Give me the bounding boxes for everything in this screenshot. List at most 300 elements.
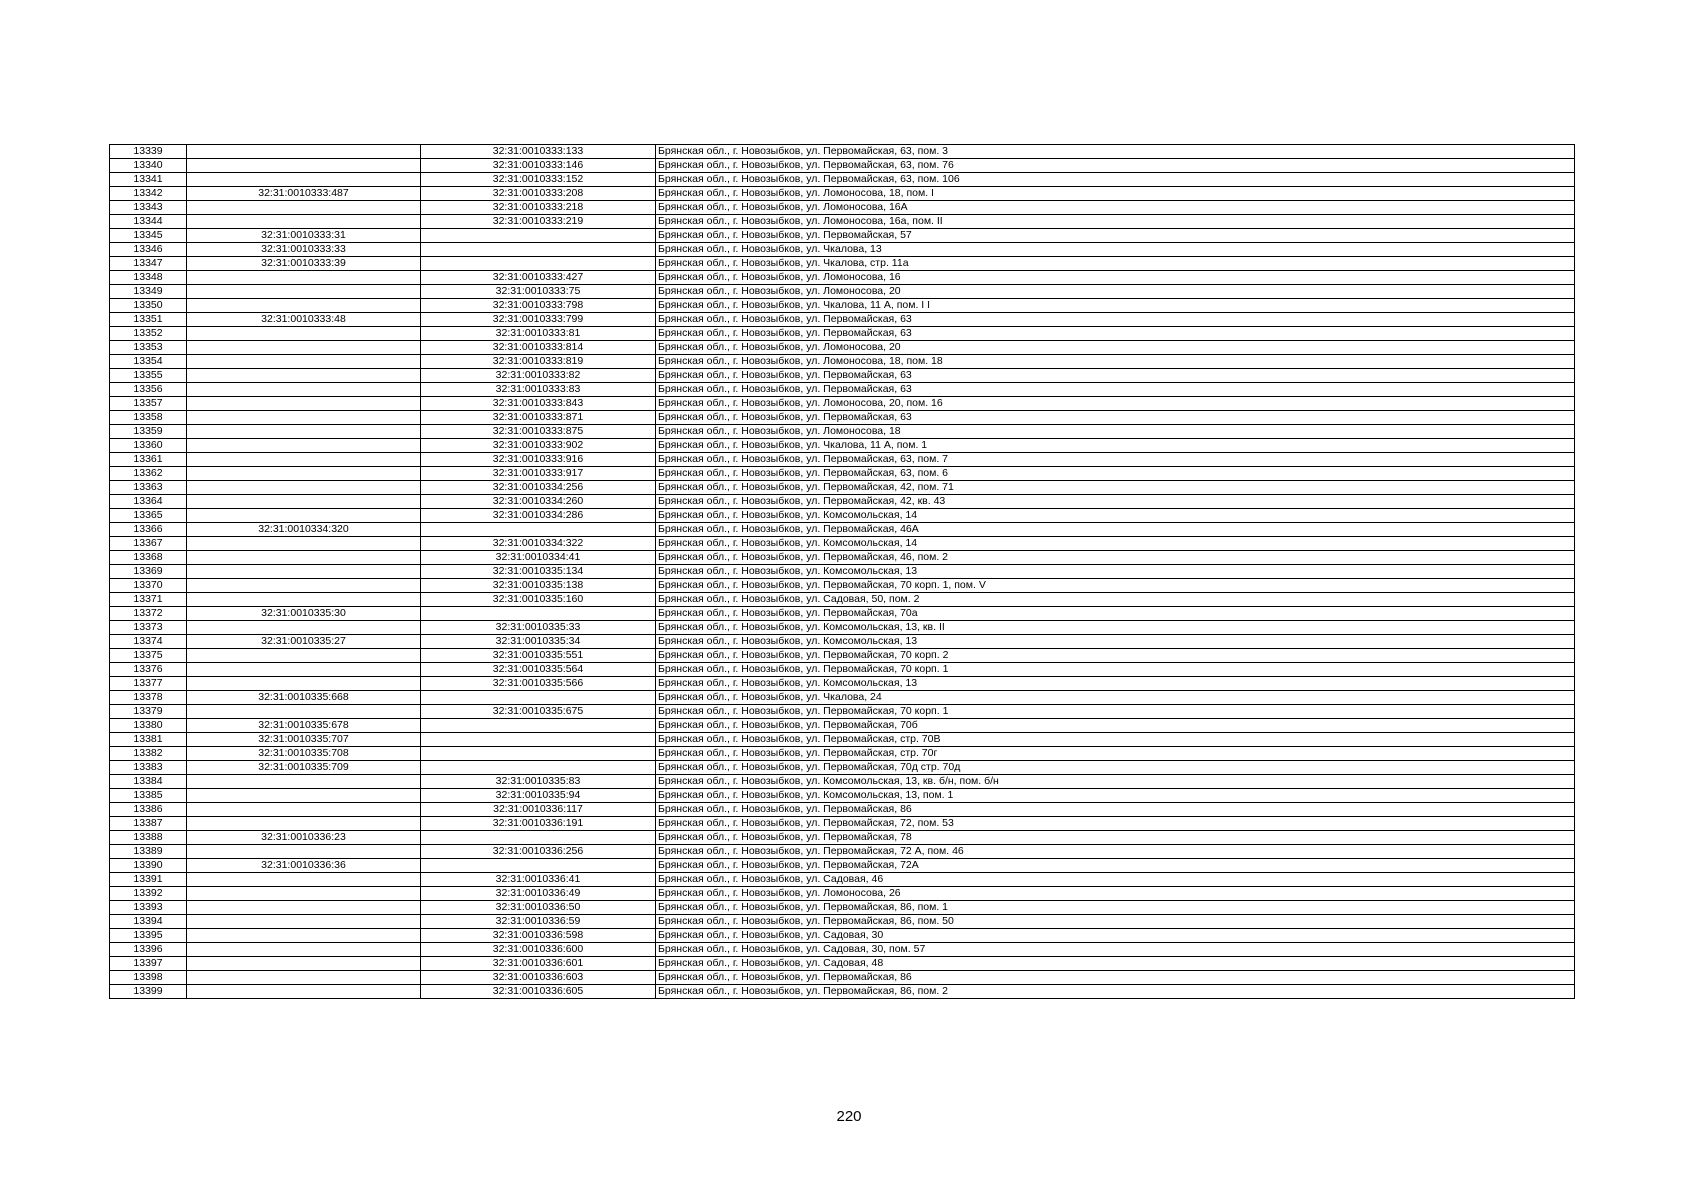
cadastral-parent-cell bbox=[187, 565, 421, 579]
cadastral-parent-cell bbox=[187, 649, 421, 663]
cadastral-parent-cell bbox=[187, 481, 421, 495]
cadastral-number-cell: 32:31:0010335:138 bbox=[421, 579, 656, 593]
cadastral-parent-cell: 32:31:0010335:709 bbox=[187, 761, 421, 775]
cadastral-parent-cell bbox=[187, 299, 421, 313]
address-cell: Брянская обл., г. Новозыбков, ул. Комсомольская, 13, кв. б/н, пом. б/н bbox=[656, 775, 1575, 789]
cadastral-number-cell bbox=[421, 257, 656, 271]
cadastral-parent-cell bbox=[187, 537, 421, 551]
cadastral-number-cell: 32:31:0010333:81 bbox=[421, 327, 656, 341]
cadastral-parent-cell bbox=[187, 271, 421, 285]
address-cell: Брянская обл., г. Новозыбков, ул. Первомайская, 86 bbox=[656, 803, 1575, 817]
cadastral-number-cell bbox=[421, 607, 656, 621]
table-row bbox=[110, 775, 1575, 789]
table-row bbox=[110, 831, 1575, 845]
address-cell: Брянская обл., г. Новозыбков, ул. Первомайская, 63, пом. 3 bbox=[656, 145, 1575, 159]
row-number-cell: 13376 bbox=[110, 663, 187, 677]
cadastral-parent-cell bbox=[187, 943, 421, 957]
cadastral-number-cell: 32:31:0010335:160 bbox=[421, 593, 656, 607]
table-row bbox=[110, 285, 1575, 299]
table-row bbox=[110, 593, 1575, 607]
cadastral-number-cell: 32:31:0010336:50 bbox=[421, 901, 656, 915]
cadastral-number-cell: 32:31:0010333:917 bbox=[421, 467, 656, 481]
row-number-cell: 13349 bbox=[110, 285, 187, 299]
address-cell: Брянская обл., г. Новозыбков, ул. Садовая, 30, пом. 57 bbox=[656, 943, 1575, 957]
row-number-cell: 13368 bbox=[110, 551, 187, 565]
row-number-cell: 13358 bbox=[110, 411, 187, 425]
row-number-cell: 13387 bbox=[110, 817, 187, 831]
cadastral-number-cell: 32:31:0010336:601 bbox=[421, 957, 656, 971]
row-number-cell: 13379 bbox=[110, 705, 187, 719]
cadastral-number-cell: 32:31:0010335:33 bbox=[421, 621, 656, 635]
cadastral-number-cell: 32:31:0010334:41 bbox=[421, 551, 656, 565]
table-row bbox=[110, 215, 1575, 229]
table-row bbox=[110, 467, 1575, 481]
row-number-cell: 13354 bbox=[110, 355, 187, 369]
table-row bbox=[110, 705, 1575, 719]
cadastral-number-cell: 32:31:0010336:191 bbox=[421, 817, 656, 831]
table-row bbox=[110, 565, 1575, 579]
row-number-cell: 13398 bbox=[110, 971, 187, 985]
cadastral-number-cell: 32:31:0010333:843 bbox=[421, 397, 656, 411]
address-cell: Брянская обл., г. Новозыбков, ул. Садовая, 30 bbox=[656, 929, 1575, 943]
cadastral-parent-cell bbox=[187, 663, 421, 677]
cadastral-parent-cell: 32:31:0010335:668 bbox=[187, 691, 421, 705]
row-number-cell: 13343 bbox=[110, 201, 187, 215]
table-row bbox=[110, 817, 1575, 831]
table-row bbox=[110, 607, 1575, 621]
cadastral-number-cell: 32:31:0010333:146 bbox=[421, 159, 656, 173]
row-number-cell: 13355 bbox=[110, 369, 187, 383]
row-number-cell: 13356 bbox=[110, 383, 187, 397]
row-number-cell: 13347 bbox=[110, 257, 187, 271]
address-cell: Брянская обл., г. Новозыбков, ул. Первомайская, 57 bbox=[656, 229, 1575, 243]
address-cell: Брянская обл., г. Новозыбков, ул. Комсомольская, 13, кв. II bbox=[656, 621, 1575, 635]
cadastral-number-cell: 32:31:0010335:83 bbox=[421, 775, 656, 789]
cadastral-parent-cell bbox=[187, 901, 421, 915]
address-cell: Брянская обл., г. Новозыбков, ул. Садовая, 48 bbox=[656, 957, 1575, 971]
cadastral-parent-cell: 32:31:0010333:39 bbox=[187, 257, 421, 271]
address-cell: Брянская обл., г. Новозыбков, ул. Первомайская, стр. 70г bbox=[656, 747, 1575, 761]
table-row bbox=[110, 803, 1575, 817]
row-number-cell: 13385 bbox=[110, 789, 187, 803]
cadastral-parent-cell bbox=[187, 803, 421, 817]
cadastral-number-cell: 32:31:0010336:59 bbox=[421, 915, 656, 929]
table-row bbox=[110, 719, 1575, 733]
address-cell: Брянская обл., г. Новозыбков, ул. Первомайская, 63 bbox=[656, 327, 1575, 341]
row-number-cell: 13359 bbox=[110, 425, 187, 439]
address-cell: Брянская обл., г. Новозыбков, ул. Комсомольская, 14 bbox=[656, 537, 1575, 551]
cadastral-parent-cell: 32:31:0010336:36 bbox=[187, 859, 421, 873]
table-row bbox=[110, 635, 1575, 649]
address-cell: Брянская обл., г. Новозыбков, ул. Первомайская, 86, пом. 2 bbox=[656, 985, 1575, 999]
table-row bbox=[110, 313, 1575, 327]
cadastral-number-cell: 32:31:0010333:218 bbox=[421, 201, 656, 215]
cadastral-parent-cell: 32:31:0010333:31 bbox=[187, 229, 421, 243]
cadastral-number-cell: 32:31:0010335:94 bbox=[421, 789, 656, 803]
cadastral-parent-cell bbox=[187, 775, 421, 789]
address-cell: Брянская обл., г. Новозыбков, ул. Первомайская, 70 корп. 2 bbox=[656, 649, 1575, 663]
cadastral-number-cell: 32:31:0010333:152 bbox=[421, 173, 656, 187]
address-cell: Брянская обл., г. Новозыбков, ул. Первомайская, 63, пом. 7 bbox=[656, 453, 1575, 467]
row-number-cell: 13399 bbox=[110, 985, 187, 999]
address-cell: Брянская обл., г. Новозыбков, ул. Ломоносова, 20 bbox=[656, 341, 1575, 355]
address-cell: Брянская обл., г. Новозыбков, ул. Первомайская, 86, пом. 50 bbox=[656, 915, 1575, 929]
cadastral-number-cell: 32:31:0010333:871 bbox=[421, 411, 656, 425]
address-cell: Брянская обл., г. Новозыбков, ул. Первомайская, 86, пом. 1 bbox=[656, 901, 1575, 915]
table-row bbox=[110, 929, 1575, 943]
registry-table-body bbox=[110, 145, 1575, 999]
address-cell: Брянская обл., г. Новозыбков, ул. Садовая, 46 bbox=[656, 873, 1575, 887]
row-number-cell: 13365 bbox=[110, 509, 187, 523]
row-number-cell: 13373 bbox=[110, 621, 187, 635]
cadastral-number-cell bbox=[421, 831, 656, 845]
table-row bbox=[110, 985, 1575, 999]
cadastral-parent-cell bbox=[187, 705, 421, 719]
cadastral-number-cell bbox=[421, 691, 656, 705]
table-row bbox=[110, 145, 1575, 159]
cadastral-number-cell: 32:31:0010333:75 bbox=[421, 285, 656, 299]
table-row bbox=[110, 397, 1575, 411]
cadastral-parent-cell: 32:31:0010335:708 bbox=[187, 747, 421, 761]
cadastral-number-cell: 32:31:0010336:41 bbox=[421, 873, 656, 887]
cadastral-number-cell: 32:31:0010335:551 bbox=[421, 649, 656, 663]
cadastral-number-cell: 32:31:0010333:814 bbox=[421, 341, 656, 355]
table-row bbox=[110, 747, 1575, 761]
registry-table bbox=[109, 144, 1575, 999]
table-row bbox=[110, 495, 1575, 509]
cadastral-parent-cell: 32:31:0010333:33 bbox=[187, 243, 421, 257]
address-cell: Брянская обл., г. Новозыбков, ул. Ломоносова, 16А bbox=[656, 201, 1575, 215]
cadastral-number-cell: 32:31:0010333:208 bbox=[421, 187, 656, 201]
address-cell: Брянская обл., г. Новозыбков, ул. Комсомольская, 14 bbox=[656, 509, 1575, 523]
address-cell: Брянская обл., г. Новозыбков, ул. Первомайская, 46А bbox=[656, 523, 1575, 537]
cadastral-parent-cell bbox=[187, 159, 421, 173]
cadastral-parent-cell bbox=[187, 453, 421, 467]
row-number-cell: 13353 bbox=[110, 341, 187, 355]
cadastral-parent-cell bbox=[187, 411, 421, 425]
cadastral-number-cell: 32:31:0010333:83 bbox=[421, 383, 656, 397]
address-cell: Брянская обл., г. Новозыбков, ул. Первомайская, 70а bbox=[656, 607, 1575, 621]
row-number-cell: 13341 bbox=[110, 173, 187, 187]
address-cell: Брянская обл., г. Новозыбков, ул. Первомайская, 72А bbox=[656, 859, 1575, 873]
cadastral-parent-cell: 32:31:0010335:27 bbox=[187, 635, 421, 649]
row-number-cell: 13375 bbox=[110, 649, 187, 663]
row-number-cell: 13395 bbox=[110, 929, 187, 943]
cadastral-number-cell bbox=[421, 229, 656, 243]
address-cell: Брянская обл., г. Новозыбков, ул. Чкалова, 11 А, пом. I I bbox=[656, 299, 1575, 313]
cadastral-parent-cell bbox=[187, 929, 421, 943]
table-row bbox=[110, 439, 1575, 453]
address-cell: Брянская обл., г. Новозыбков, ул. Ломоносова, 18, пом. 18 bbox=[656, 355, 1575, 369]
table-row bbox=[110, 845, 1575, 859]
row-number-cell: 13364 bbox=[110, 495, 187, 509]
table-row bbox=[110, 915, 1575, 929]
cadastral-number-cell: 32:31:0010336:256 bbox=[421, 845, 656, 859]
address-cell: Брянская обл., г. Новозыбков, ул. Комсомольская, 13, пом. 1 bbox=[656, 789, 1575, 803]
cadastral-parent-cell: 32:31:0010336:23 bbox=[187, 831, 421, 845]
address-cell: Брянская обл., г. Новозыбков, ул. Первомайская, 63, пом. 106 bbox=[656, 173, 1575, 187]
cadastral-parent-cell bbox=[187, 467, 421, 481]
row-number-cell: 13393 bbox=[110, 901, 187, 915]
table-row bbox=[110, 733, 1575, 747]
address-cell: Брянская обл., г. Новозыбков, ул. Ломоносова, 20 bbox=[656, 285, 1575, 299]
cadastral-number-cell: 32:31:0010335:566 bbox=[421, 677, 656, 691]
address-cell: Брянская обл., г. Новозыбков, ул. Первомайская, 46, пом. 2 bbox=[656, 551, 1575, 565]
cadastral-parent-cell bbox=[187, 495, 421, 509]
cadastral-number-cell: 32:31:0010333:427 bbox=[421, 271, 656, 285]
address-cell: Брянская обл., г. Новозыбков, ул. Первомайская, 70 корп. 1, пом. V bbox=[656, 579, 1575, 593]
row-number-cell: 13372 bbox=[110, 607, 187, 621]
address-cell: Брянская обл., г. Новозыбков, ул. Ломоносова, 20, пом. 16 bbox=[656, 397, 1575, 411]
row-number-cell: 13389 bbox=[110, 845, 187, 859]
cadastral-parent-cell: 32:31:0010333:48 bbox=[187, 313, 421, 327]
table-row bbox=[110, 299, 1575, 313]
cadastral-number-cell: 32:31:0010333:219 bbox=[421, 215, 656, 229]
table-row bbox=[110, 173, 1575, 187]
table-row bbox=[110, 411, 1575, 425]
table-row bbox=[110, 789, 1575, 803]
table-row bbox=[110, 551, 1575, 565]
row-number-cell: 13392 bbox=[110, 887, 187, 901]
table-row bbox=[110, 887, 1575, 901]
cadastral-parent-cell bbox=[187, 971, 421, 985]
cadastral-number-cell bbox=[421, 859, 656, 873]
cadastral-parent-cell bbox=[187, 285, 421, 299]
address-cell: Брянская обл., г. Новозыбков, ул. Ломоносова, 16а, пом. II bbox=[656, 215, 1575, 229]
cadastral-parent-cell bbox=[187, 173, 421, 187]
cadastral-parent-cell bbox=[187, 425, 421, 439]
cadastral-number-cell: 32:31:0010336:49 bbox=[421, 887, 656, 901]
row-number-cell: 13390 bbox=[110, 859, 187, 873]
row-number-cell: 13363 bbox=[110, 481, 187, 495]
cadastral-parent-cell: 32:31:0010335:678 bbox=[187, 719, 421, 733]
address-cell: Брянская обл., г. Новозыбков, ул. Первомайская, 63, пом. 6 bbox=[656, 467, 1575, 481]
cadastral-parent-cell bbox=[187, 887, 421, 901]
table-row bbox=[110, 201, 1575, 215]
address-cell: Брянская обл., г. Новозыбков, ул. Первомайская, 70д стр. 70д bbox=[656, 761, 1575, 775]
row-number-cell: 13350 bbox=[110, 299, 187, 313]
address-cell: Брянская обл., г. Новозыбков, ул. Ломоносова, 16 bbox=[656, 271, 1575, 285]
address-cell: Брянская обл., г. Новозыбков, ул. Первомайская, 70 корп. 1 bbox=[656, 705, 1575, 719]
row-number-cell: 13360 bbox=[110, 439, 187, 453]
cadastral-parent-cell bbox=[187, 397, 421, 411]
table-row bbox=[110, 355, 1575, 369]
cadastral-parent-cell bbox=[187, 985, 421, 999]
cadastral-number-cell: 32:31:0010335:675 bbox=[421, 705, 656, 719]
address-cell: Брянская обл., г. Новозыбков, ул. Первомайская, 63, пом. 76 bbox=[656, 159, 1575, 173]
cadastral-number-cell: 32:31:0010333:798 bbox=[421, 299, 656, 313]
address-cell: Брянская обл., г. Новозыбков, ул. Садовая, 50, пом. 2 bbox=[656, 593, 1575, 607]
cadastral-number-cell bbox=[421, 523, 656, 537]
table-row bbox=[110, 257, 1575, 271]
cadastral-number-cell: 32:31:0010333:902 bbox=[421, 439, 656, 453]
row-number-cell: 13371 bbox=[110, 593, 187, 607]
address-cell: Брянская обл., г. Новозыбков, ул. Комсомольская, 13 bbox=[656, 635, 1575, 649]
cadastral-parent-cell bbox=[187, 915, 421, 929]
table-row bbox=[110, 621, 1575, 635]
table-row bbox=[110, 159, 1575, 173]
address-cell: Брянская обл., г. Новозыбков, ул. Первомайская, 63 bbox=[656, 369, 1575, 383]
address-cell: Брянская обл., г. Новозыбков, ул. Ломоносова, 18, пом. I bbox=[656, 187, 1575, 201]
cadastral-parent-cell bbox=[187, 551, 421, 565]
cadastral-number-cell: 32:31:0010336:117 bbox=[421, 803, 656, 817]
row-number-cell: 13374 bbox=[110, 635, 187, 649]
row-number-cell: 13378 bbox=[110, 691, 187, 705]
address-cell: Брянская обл., г. Новозыбков, ул. Чкалова, 13 bbox=[656, 243, 1575, 257]
cadastral-parent-cell bbox=[187, 439, 421, 453]
cadastral-parent-cell bbox=[187, 369, 421, 383]
cadastral-number-cell bbox=[421, 243, 656, 257]
table-row bbox=[110, 537, 1575, 551]
cadastral-parent-cell bbox=[187, 621, 421, 635]
cadastral-parent-cell bbox=[187, 327, 421, 341]
cadastral-parent-cell: 32:31:0010333:487 bbox=[187, 187, 421, 201]
cadastral-parent-cell bbox=[187, 845, 421, 859]
row-number-cell: 13348 bbox=[110, 271, 187, 285]
row-number-cell: 13361 bbox=[110, 453, 187, 467]
address-cell: Брянская обл., г. Новозыбков, ул. Первомайская, 72 А, пом. 46 bbox=[656, 845, 1575, 859]
cadastral-number-cell: 32:31:0010333:916 bbox=[421, 453, 656, 467]
cadastral-parent-cell bbox=[187, 817, 421, 831]
cadastral-number-cell: 32:31:0010333:799 bbox=[421, 313, 656, 327]
table-row bbox=[110, 509, 1575, 523]
address-cell: Брянская обл., г. Новозыбков, ул. Первомайская, 70б bbox=[656, 719, 1575, 733]
table-row bbox=[110, 677, 1575, 691]
row-number-cell: 13370 bbox=[110, 579, 187, 593]
cadastral-parent-cell bbox=[187, 593, 421, 607]
row-number-cell: 13384 bbox=[110, 775, 187, 789]
cadastral-number-cell: 32:31:0010336:603 bbox=[421, 971, 656, 985]
cadastral-number-cell: 32:31:0010334:260 bbox=[421, 495, 656, 509]
cadastral-number-cell: 32:31:0010333:133 bbox=[421, 145, 656, 159]
table-row bbox=[110, 901, 1575, 915]
address-cell: Брянская обл., г. Новозыбков, ул. Первомайская, 63 bbox=[656, 383, 1575, 397]
cadastral-number-cell: 32:31:0010333:82 bbox=[421, 369, 656, 383]
cadastral-parent-cell bbox=[187, 355, 421, 369]
row-number-cell: 13383 bbox=[110, 761, 187, 775]
table-row bbox=[110, 481, 1575, 495]
cadastral-parent-cell: 32:31:0010334:320 bbox=[187, 523, 421, 537]
cadastral-parent-cell bbox=[187, 145, 421, 159]
address-cell: Брянская обл., г. Новозыбков, ул. Первомайская, стр. 70В bbox=[656, 733, 1575, 747]
address-cell: Брянская обл., г. Новозыбков, ул. Комсомольская, 13 bbox=[656, 565, 1575, 579]
cadastral-number-cell bbox=[421, 719, 656, 733]
cadastral-number-cell: 32:31:0010335:564 bbox=[421, 663, 656, 677]
address-cell: Брянская обл., г. Новозыбков, ул. Первомайская, 42, пом. 71 bbox=[656, 481, 1575, 495]
table-row bbox=[110, 243, 1575, 257]
row-number-cell: 13342 bbox=[110, 187, 187, 201]
row-number-cell: 13351 bbox=[110, 313, 187, 327]
cadastral-parent-cell bbox=[187, 957, 421, 971]
cadastral-number-cell: 32:31:0010334:256 bbox=[421, 481, 656, 495]
row-number-cell: 13388 bbox=[110, 831, 187, 845]
table-row bbox=[110, 579, 1575, 593]
address-cell: Брянская обл., г. Новозыбков, ул. Первомайская, 72, пом. 53 bbox=[656, 817, 1575, 831]
cadastral-parent-cell bbox=[187, 579, 421, 593]
cadastral-number-cell: 32:31:0010335:134 bbox=[421, 565, 656, 579]
table-row bbox=[110, 327, 1575, 341]
cadastral-number-cell bbox=[421, 747, 656, 761]
cadastral-number-cell: 32:31:0010333:875 bbox=[421, 425, 656, 439]
row-number-cell: 13366 bbox=[110, 523, 187, 537]
table-row bbox=[110, 957, 1575, 971]
address-cell: Брянская обл., г. Новозыбков, ул. Чкалова, 11 А, пом. 1 bbox=[656, 439, 1575, 453]
table-row bbox=[110, 453, 1575, 467]
table-row bbox=[110, 873, 1575, 887]
page-number: 220 bbox=[836, 1108, 862, 1125]
cadastral-number-cell bbox=[421, 761, 656, 775]
row-number-cell: 13391 bbox=[110, 873, 187, 887]
row-number-cell: 13345 bbox=[110, 229, 187, 243]
table-row bbox=[110, 859, 1575, 873]
table-row bbox=[110, 663, 1575, 677]
cadastral-parent-cell bbox=[187, 215, 421, 229]
row-number-cell: 13357 bbox=[110, 397, 187, 411]
row-number-cell: 13344 bbox=[110, 215, 187, 229]
address-cell: Брянская обл., г. Новозыбков, ул. Первомайская, 42, кв. 43 bbox=[656, 495, 1575, 509]
address-cell: Брянская обл., г. Новозыбков, ул. Первомайская, 63 bbox=[656, 313, 1575, 327]
cadastral-number-cell: 32:31:0010333:819 bbox=[421, 355, 656, 369]
row-number-cell: 13362 bbox=[110, 467, 187, 481]
row-number-cell: 13369 bbox=[110, 565, 187, 579]
cadastral-parent-cell: 32:31:0010335:30 bbox=[187, 607, 421, 621]
row-number-cell: 13382 bbox=[110, 747, 187, 761]
table-row bbox=[110, 971, 1575, 985]
row-number-cell: 13394 bbox=[110, 915, 187, 929]
address-cell: Брянская обл., г. Новозыбков, ул. Ломоносова, 18 bbox=[656, 425, 1575, 439]
row-number-cell: 13397 bbox=[110, 957, 187, 971]
table-row bbox=[110, 229, 1575, 243]
address-cell: Брянская обл., г. Новозыбков, ул. Первомайская, 78 bbox=[656, 831, 1575, 845]
row-number-cell: 13340 bbox=[110, 159, 187, 173]
address-cell: Брянская обл., г. Новозыбков, ул. Первомайская, 70 корп. 1 bbox=[656, 663, 1575, 677]
address-cell: Брянская обл., г. Новозыбков, ул. Чкалова, стр. 11а bbox=[656, 257, 1575, 271]
cadastral-parent-cell bbox=[187, 201, 421, 215]
cadastral-parent-cell bbox=[187, 383, 421, 397]
cadastral-number-cell: 32:31:0010336:598 bbox=[421, 929, 656, 943]
table-row bbox=[110, 271, 1575, 285]
table-row bbox=[110, 187, 1575, 201]
cadastral-number-cell: 32:31:0010336:600 bbox=[421, 943, 656, 957]
table-row bbox=[110, 691, 1575, 705]
table-row bbox=[110, 761, 1575, 775]
table-row bbox=[110, 425, 1575, 439]
cadastral-number-cell: 32:31:0010334:286 bbox=[421, 509, 656, 523]
row-number-cell: 13396 bbox=[110, 943, 187, 957]
cadastral-number-cell: 32:31:0010335:34 bbox=[421, 635, 656, 649]
address-cell: Брянская обл., г. Новозыбков, ул. Комсомольская, 13 bbox=[656, 677, 1575, 691]
cadastral-number-cell: 32:31:0010336:605 bbox=[421, 985, 656, 999]
cadastral-number-cell bbox=[421, 733, 656, 747]
row-number-cell: 13352 bbox=[110, 327, 187, 341]
row-number-cell: 13377 bbox=[110, 677, 187, 691]
table-row bbox=[110, 383, 1575, 397]
cadastral-number-cell: 32:31:0010334:322 bbox=[421, 537, 656, 551]
cadastral-parent-cell bbox=[187, 789, 421, 803]
address-cell: Брянская обл., г. Новозыбков, ул. Первомайская, 63 bbox=[656, 411, 1575, 425]
row-number-cell: 13386 bbox=[110, 803, 187, 817]
row-number-cell: 13367 bbox=[110, 537, 187, 551]
address-cell: Брянская обл., г. Новозыбков, ул. Первомайская, 86 bbox=[656, 971, 1575, 985]
cadastral-parent-cell bbox=[187, 341, 421, 355]
table-row bbox=[110, 341, 1575, 355]
cadastral-parent-cell bbox=[187, 873, 421, 887]
table-row bbox=[110, 369, 1575, 383]
row-number-cell: 13346 bbox=[110, 243, 187, 257]
row-number-cell: 13380 bbox=[110, 719, 187, 733]
table-row bbox=[110, 649, 1575, 663]
cadastral-parent-cell bbox=[187, 509, 421, 523]
